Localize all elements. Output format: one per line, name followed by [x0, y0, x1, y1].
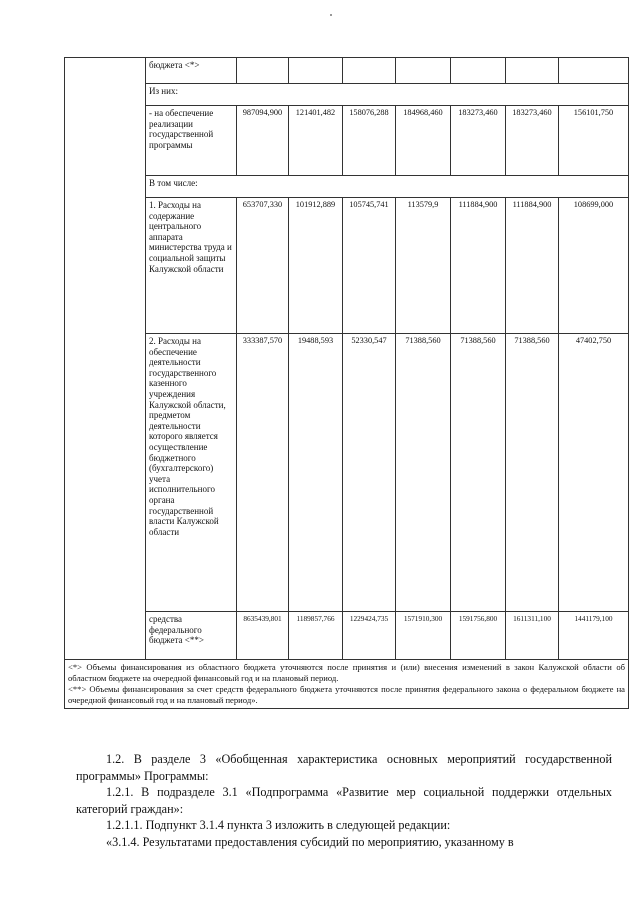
value-cell: [289, 58, 343, 84]
row-label: Из них:: [146, 84, 629, 106]
value-cell: 1229424,735: [343, 612, 396, 660]
value-cell: 653707,330: [237, 198, 289, 334]
value-cell: [237, 58, 289, 84]
footnote-regional: <*> Объемы финансирования из областного бюджета уточняются после принятия и (или) внесения изменений в закон Калужской области об областном бюджете на очередной финансовый год и на плановый период.: [68, 662, 625, 683]
table-row: [65, 84, 629, 106]
table-row: [65, 198, 629, 334]
value-cell: 71388,560: [396, 334, 451, 612]
row-label: бюджета <*>: [146, 58, 237, 84]
value-cell: 105745,741: [343, 198, 396, 334]
value-cell: [559, 58, 629, 84]
row-label: 1. Расходы на содержание центрального аппарата министерства труда и социальной защиты Калужской области: [146, 198, 237, 334]
value-cell: 8635439,801: [237, 612, 289, 660]
value-cell: 1591756,800: [451, 612, 506, 660]
value-cell: [451, 58, 506, 84]
value-cell: 111884,900: [451, 198, 506, 334]
value-cell: 47402,750: [559, 334, 629, 612]
value-cell: [396, 58, 451, 84]
value-cell: 987094,900: [237, 106, 289, 176]
table-footnotes: [65, 660, 629, 709]
table-row: [65, 660, 629, 709]
table-row: [65, 106, 629, 176]
row-label: - на обеспечение реализации государственной программы: [146, 106, 237, 176]
table-row: [65, 176, 629, 198]
value-cell: 121401,482: [289, 106, 343, 176]
row-label: 2. Расходы на обеспечение деятельности государственного казенного учреждения Калужской области, предметом деятельности которого является осуществление бюджетного (бухгалтерского) учета исполнительного органа государственной власти Калужской области: [146, 334, 237, 612]
value-cell: 1441179,100: [559, 612, 629, 660]
paragraph-3-1-4: «3.1.4. Результатами предоставления субсидий по мероприятию, указанному в: [106, 834, 514, 849]
value-cell: 113579,9: [396, 198, 451, 334]
value-cell: 1571910,300: [396, 612, 451, 660]
value-cell: 101912,889: [289, 198, 343, 334]
value-cell: 1189857,766: [289, 612, 343, 660]
table-row: [65, 334, 629, 612]
value-cell: 183273,460: [506, 106, 559, 176]
paragraph-1-2-1-1: 1.2.1.1. Подпункт 3.1.4 пункта 3 изложить в следующей редакции:: [106, 818, 451, 832]
table-left-empty-cell: [65, 58, 146, 660]
value-cell: 1611311,100: [506, 612, 559, 660]
paragraph-1-2: 1.2. В разделе 3 «Обобщенная характеристика основных мероприятий государственной программы» Программы:: [76, 752, 612, 783]
value-cell: 108699,000: [559, 198, 629, 334]
value-cell: 71388,560: [506, 334, 559, 612]
value-cell: 71388,560: [451, 334, 506, 612]
footnote-federal: <**> Объемы финансирования за счет средств федерального бюджета уточняются после принятия федерального закона о федеральном бюджете на очередной финансовый год и на плановый период».: [68, 684, 625, 705]
budget-table: [64, 57, 629, 709]
paragraph-1-2-1: 1.2.1. В подразделе 3.1 «Подпрограмма «Развитие мер социальной поддержки отдельных категорий граждан»:: [76, 785, 612, 816]
value-cell: 156101,750: [559, 106, 629, 176]
value-cell: 19488,593: [289, 334, 343, 612]
value-cell: [343, 58, 396, 84]
value-cell: 184968,460: [396, 106, 451, 176]
row-label: В том числе:: [146, 176, 629, 198]
row-label: средства федерального бюджета <**>: [146, 612, 237, 660]
value-cell: 183273,460: [451, 106, 506, 176]
table-row: [65, 58, 629, 84]
value-cell: 333387,570: [237, 334, 289, 612]
value-cell: 111884,900: [506, 198, 559, 334]
table-row: [65, 612, 629, 660]
value-cell: [506, 58, 559, 84]
document-body: [76, 751, 612, 850]
value-cell: 158076,288: [343, 106, 396, 176]
value-cell: 52330,547: [343, 334, 396, 612]
scan-speck: [330, 14, 332, 16]
